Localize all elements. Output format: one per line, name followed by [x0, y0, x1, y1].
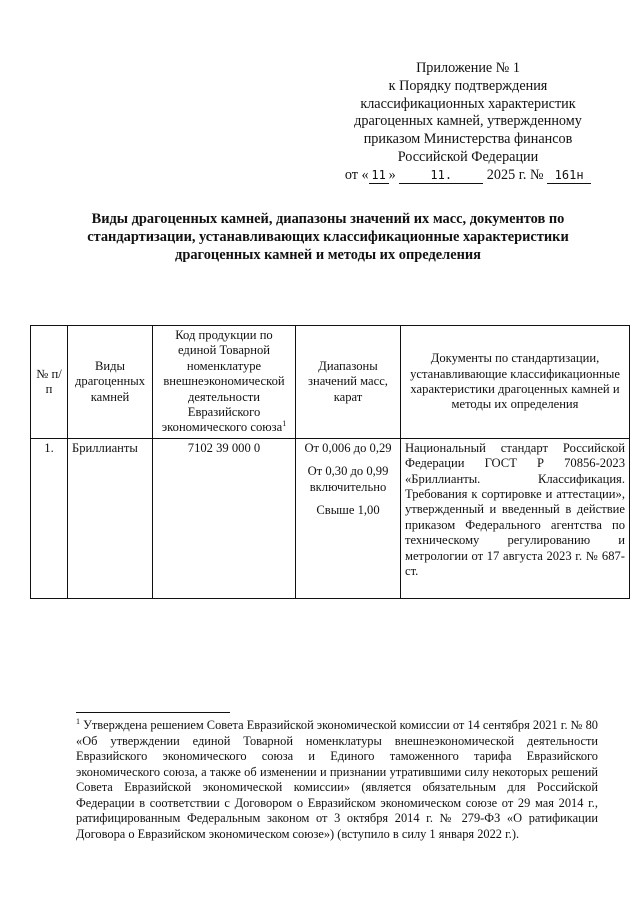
approval-line: Приложение № 1 [416, 60, 520, 76]
approval-line: классификационных характеристик [360, 95, 576, 112]
date-quote-close: » [388, 166, 396, 183]
footnote-mark: 1 [76, 716, 80, 726]
header-code-text: Код продукции по единой Товарной номенклатуре внешнеэкономической деятельности Евразийского экономического союза [161, 328, 285, 435]
footnote [76, 718, 598, 842]
date-prefix: от « [344, 166, 369, 183]
mass-range: От 0,006 до 0,29 [304, 440, 392, 455]
cell-kind: Бриллианты [68, 438, 153, 598]
cell-standard-doc: Национальный стандарт Российской Федерации ГОСТ Р 70856-2023 «Бриллианты. Классификация. Требования к сортировке и аттестации», утвержденный и введенный в действие приказом Федерального агентства по техническому регулированию и метрологии от 17 августа 2023 г. № 687-ст. [401, 438, 630, 598]
header-num: № п/п [31, 326, 68, 439]
header-docs: Документы по стандартизации, устанавливающие классификационные характеристики драгоценных камней и методы их определения [401, 326, 630, 439]
approval-line: приказом Министерства финансов [363, 131, 573, 148]
header-code [153, 326, 296, 439]
header-mass: Диапазоны значений масс, карат [296, 326, 401, 439]
order-number: 161н [547, 167, 591, 184]
cell-num: 1. [31, 438, 68, 598]
footnote-text: Утверждена решением Совета Евразийской экономической комиссии от 14 сентября 2021 г. № 80 «Об утверждении единой Товарной номенклатуры внешнеэкономической деятельности Евразийского экономического союза и Единого таможенного тарифа Евразийского экономического союза, а также об изменении и признании утратившими силу некоторых решений Совета Евразийской экономической комиссии» (является обязательным для Российской Федерации в соответствии с Договором о Евразийском экономическом союзе от 29 мая 2014 г., ратифицированным Федеральным законом от 3 октября 2014 г. № 279-ФЗ «О ратификации Договора о Евразийском экономическом союзе») (вступило в силу 1 января 2022 г.). [76, 718, 598, 841]
footnote-ref: 1 [282, 419, 287, 429]
approval-date-line [340, 167, 596, 185]
footnote-separator [76, 712, 230, 713]
table-header-row [31, 326, 630, 439]
date-year: 2025 г. № [486, 166, 544, 183]
cell-code: 7102 39 000 0 [153, 438, 296, 598]
document-title: Виды драгоценных камней, диапазоны значений их масс, документов по стандартизации, устанавливающих классификационные характеристики драгоценных камней и методы их определения [87, 211, 569, 263]
mass-range: Свыше 1,00 [316, 503, 380, 518]
date-month: 11. [399, 167, 483, 184]
approval-block [340, 60, 596, 185]
mass-range: От 0,30 до 0,99 включительно [307, 464, 389, 494]
approval-line: к Порядку подтверждения [388, 77, 548, 94]
date-day: 11 [369, 167, 389, 184]
cell-mass-ranges [296, 438, 401, 598]
approval-line: драгоценных камней, утвержденному [354, 113, 582, 130]
gemstones-table [30, 325, 630, 599]
header-kind: Виды драгоценных камней [68, 326, 153, 439]
table-row [31, 438, 630, 598]
approval-line: Российской Федерации [397, 148, 539, 165]
